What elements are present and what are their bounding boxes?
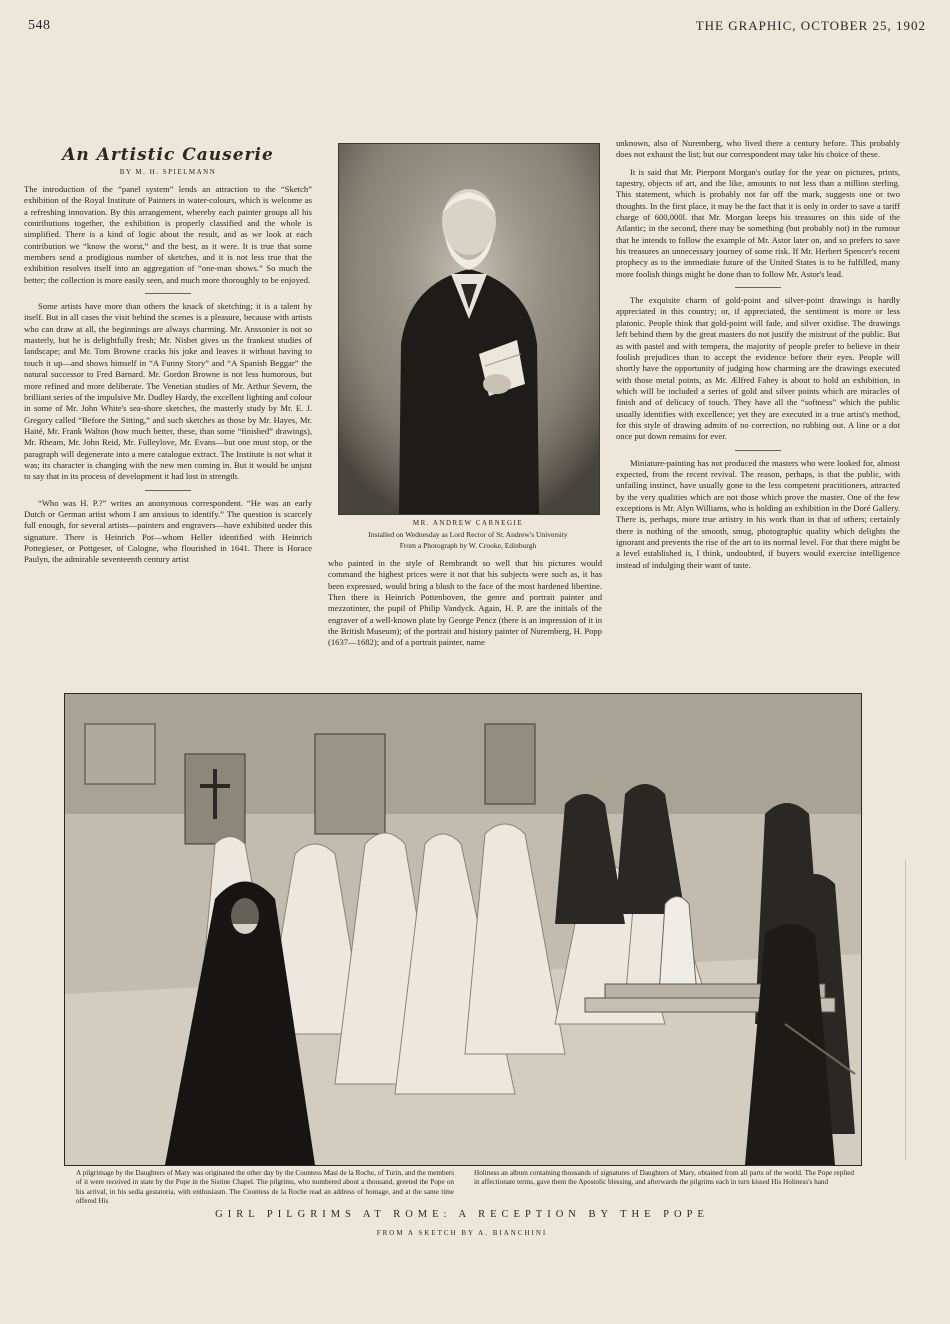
paragraph: who painted in the style of Rembrandt so well that his pictures would command the highest prices were it not that his subjects were such as, it has been expressed, would bring a blush to the face of the most hardened libertine. Then there is Heinrich Pottenboven, the genre and portrait painter and mezzotinter, the pupil of Philip Vandyck. Again, H. P. are the initials of the engraver of a well-known plate by George Pencz (there is an impression of it in the British Museum); of the portrait and history painter of Nuremberg, H. Popp (1637—1682); and of a portrait painter, name (328, 558, 602, 648)
page-number: 548 (28, 18, 51, 33)
running-head: THE GRAPHIC, OCTOBER 25, 1902 (695, 18, 926, 33)
illustration-caption-left: A pilgrimage by the Daughters of Mary was originated the other day by the Countess Masi de la Roche, of Turin, and the members of it were received in state by the Pope in the Sistine Chapel. The pilgrims, who numbered about a thousand, greeted the Pope on his arrival, in his sedia gestatoria, with enthusiasm. The Countess de la Roche read an address of homage, and at the same time offered His (76, 1169, 454, 1206)
paragraph: “Who was H. P.?” writes an anonymous correspondent. “He was an early Dutch or German artist whom I am anxious to identify.” The question is scarcely full enough, for several artists—painters and engravers—have exhibited under this signature. There is Heinrich Pot—whom Heller identified with Heinrich Pottegieser, or Pottgeser, of Cologne, who flourished in 1641. There is Horace Paulyn, the admirable seventeenth century artist (24, 497, 312, 565)
article-title: An Artistic Causerie (62, 145, 274, 165)
portrait-photograph (338, 143, 600, 515)
paragraph: unknown, also of Nuremberg, who lived there a century before. This probably does not exhaust the list; but our correspondent may take his choice of these. (616, 138, 900, 160)
paragraph: Some artists have more than others the knack of sketching; it is a talent by itself. But in all cases the visit behind the scenes is a pleasure, because with artists who can draw at all, the beginnings are always charming. Mr. Anssonier is not so masterly, but he is delightfully fresh; Mr. Nisbet gives us the frankest studies of landscape; and Mr. Tom Browne cracks his joke and leaves it without having to touch it up—and shows himself in “A Funny Story” and “A Spanish Beggar” the natural successor to Fred Barnard. Mr. Gordon Browne is not less humorous, but more refined and more deliberate. The Venetian studies of Mr. Arthur Severn, the brilliant series of the impulsive Mr. Dudley Hardy, the excellent lighting and colour in some of Mr. John White's sea-shore sketches, the masterly study by Mr. E. J. Gregory called “Before the Sitting,” and such sketches as those by Mr. Hayes, Mr. Haité, Mr. Frank Walton (how much better, these, than some “finished” drawings), Mr. Rheam, Mr. John Reid, Mr. Fulleylove, Mr. Evans—but one must stop, or the paragraph will degenerate into a mere catalogue extract. The Institute is not what it was; its character is changing with the new men coming in. But it would be unjust to say that in its process of development it had lost in strength. (24, 301, 312, 482)
article-column-1 (24, 184, 312, 566)
paragraph: The introduction of the “panel system” lends an attraction to the “Sketch” exhibition of the Royal Institute of Painters in water-colours, which is welcome as a refreshing innovation. By this arrangement, whereby each painter groups all his contributions together, the exhibition is properly classified and the whole is simplified. There is a kind of logic about the result, and as we look at each contribution we “know the worst,” and the best, as it were. It is true that some members send a prodigious number of sketches, and it is not less true that the exhibition resolves itself into an aggregation of “one-man shows.” So much the better; the collection is more easily seen, and much more thoroughly to be enjoyed. (24, 184, 312, 285)
illustration-title: GIRL PILGRIMS AT ROME: A RECEPTION BY THE POPE (215, 1209, 709, 1220)
divider (735, 450, 781, 451)
paragraph: It is said that Mr. Pierpont Morgan's outlay for the year on pictures, prints, tapestry, objects of art, and the like, amounts to not less than a million sterling. This statement, which is probably not far off the mark, suggests one or two thoughts. In the first place, it may be the fact that it is only in order to save a tariff charge of 600,000l. that Mr. Morgan keeps his treasures on this side of the Atlantic; in the second, there may be something (but probably not) in the rumour that he intends to follow the example of Mr. Astor later on, and so prefers to save his treasures an unnecessary journey of some risk. If Mr. Herbert Spencer's recent prophecy as to the immediate future of the United States is to be fulfilled, many more foolish things might be done than to follow Mr. Astor's lead. (616, 166, 900, 279)
illustration-credit: FROM A SKETCH BY A. BIANCHINI (376, 1229, 548, 1237)
illustration-scene (65, 694, 861, 1165)
page-header (28, 18, 926, 40)
portrait-credit: From a Photograph by W. Crooke, Edinburgh (399, 541, 537, 550)
article-column-3 (616, 138, 900, 571)
portrait-caption: Installed on Wednesday as Lord Rector of St. Andrew's University (368, 530, 568, 539)
article-byline: BY M. H. SPIELMANN (119, 168, 217, 176)
divider (735, 287, 781, 288)
reception-illustration (64, 693, 862, 1166)
article-column-2 (328, 558, 602, 649)
paragraph: Miniature-painting has not produced the masters who were looked for, almost expected, from the recent revival. The reason, perhaps, is that the public, with unfailing instinct, have usually gone to the less competent practitioners, attracted by the very qualities which are not those which prove the master. One of the few exceptions is Mr. Alyn Williams, who is holding an exhibition in the Doré Gallery. There is, perhaps, more true artistry in his work than in that of others; certainly there is nothing of the smooth, smug, photographic quality which delights the ignorant and prevents the rise of the art to its normal level. For that there might be a level established is, I think, undoubted, if buyers would exercise intelligence instead of indulging their want of taste. (616, 457, 900, 570)
illustration-caption-right: Holiness an album containing thousands of signatures of Daughters of Mary, obtained from all parts of the world. The Pope replied in affectionate terms, gave them the Apostolic blessing, and afterwards the pilgrims each in turn kissed His Holiness's hand (474, 1169, 854, 1187)
paragraph: The exquisite charm of gold-point and silver-point drawings is hardly appreciated in this country; or, if appreciated, the sentiment is more or less platonic. People think that gold-point will fade, and silver oxidise. The drawings left behind them by the great masters do not justify the mistrust of the public. But as with pastel and with tempera, the majority of people prefer to believe in their foolish prejudices than to accept the evidence before their eyes. People will shortly have the opportunity of judging how charming are the drawings executed with those metal points, as Mr. Ælfred Fahey is about to hold an exhibition, in which will be included a series of gold and silver points which are miracles of finish and of delicacy of touch. They have all the “softness” which the public usually identifies with excellence; yet they are executed in a true artist's method, for this style of drawing admits of no correction, no rubbing out. A line or a dot once put down remains for ever. (616, 295, 900, 442)
adjacent-page-edge (905, 860, 950, 1160)
divider (145, 293, 191, 294)
portrait-figure (339, 144, 599, 514)
portrait-caption-name: MR. ANDREW CARNEGIE (412, 519, 524, 527)
divider (145, 490, 191, 491)
